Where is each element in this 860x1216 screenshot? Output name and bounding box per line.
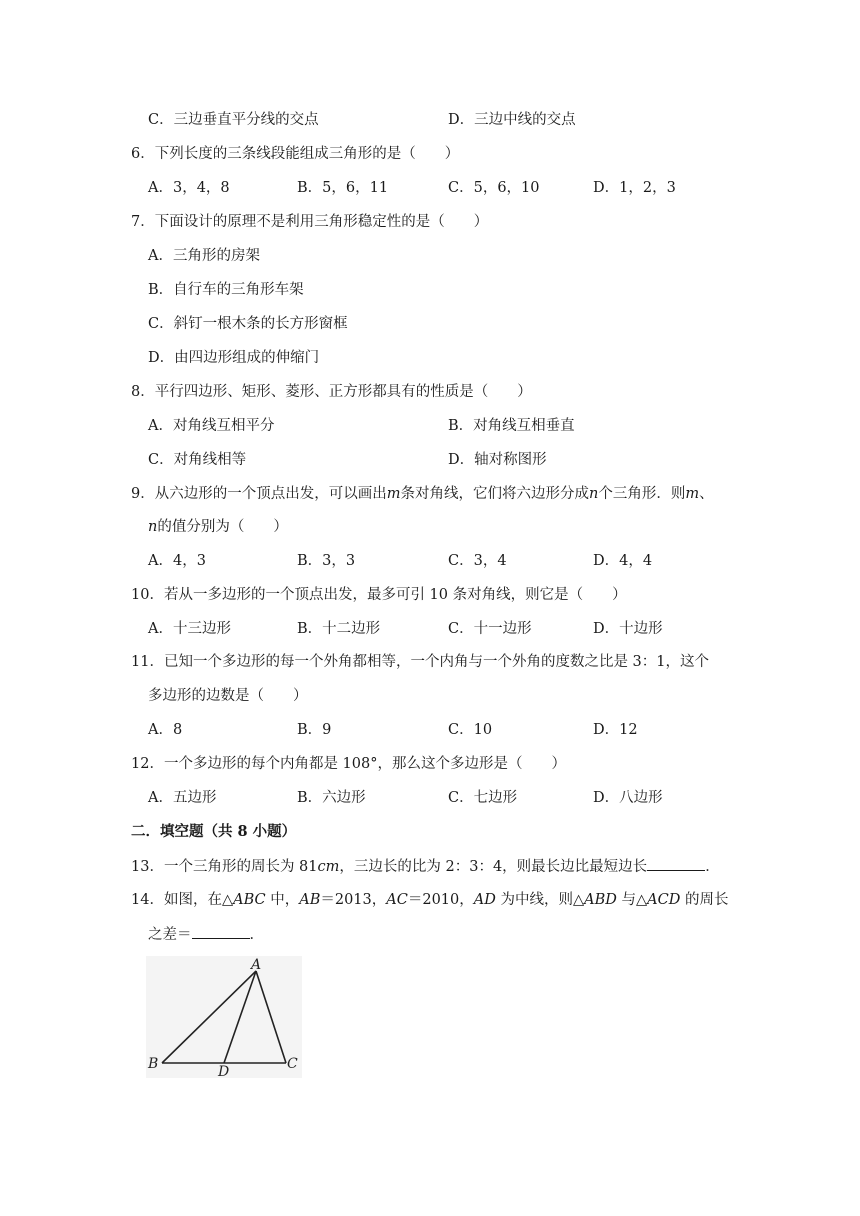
q8-option-d: D．轴对称图形 (448, 452, 547, 468)
q12-stem: 12．一个多边形的每个内角都是 108°，那么这个多边形是（ ） (131, 756, 566, 772)
q7-stem: 7．下面设计的原理不是利用三角形稳定性的是（ ） (131, 214, 489, 230)
answer-blank[interactable] (647, 856, 705, 871)
q8-option-a: A．对角线互相平分 (148, 418, 275, 434)
q11-option-c: C．10 (448, 722, 493, 738)
q6-option-b: B．5，6，11 (297, 180, 389, 196)
q10-option-c: C．十一边形 (448, 621, 532, 637)
point-d-label: D (218, 1064, 230, 1078)
q14-stem-line2: 之差＝ ． (148, 924, 264, 945)
q10-option-a: A．十三边形 (148, 621, 231, 637)
q6-stem: 6．下列长度的三条线段能组成三角形的是（ ） (131, 146, 460, 162)
q7-option-d: D．由四边形组成的伸缩门 (148, 350, 320, 366)
vertex-b-label: B (148, 1056, 159, 1072)
q11-option-a: A．8 (148, 722, 183, 738)
q12-option-d: D．八边形 (593, 790, 663, 806)
q6-option-a: A．3，4，8 (148, 180, 230, 196)
q7-option-a: A．三角形的房架 (148, 248, 260, 264)
q11-option-d: D．12 (593, 722, 638, 738)
vertex-a-label: A (251, 957, 262, 973)
q7-option-c: C．斜钉一根木条的长方形窗框 (148, 316, 348, 332)
q7-option-b: B．自行车的三角形车架 (148, 282, 304, 298)
q14-stem-line1: 14．如图，在△ABC 中，AB＝2013，AC＝2010，AD 为中线，则△ABD 与△ACD 的周长 (131, 892, 729, 908)
q8-option-b: B．对角线互相垂直 (448, 418, 575, 434)
q5-option-d: D．三边中线的交点 (448, 112, 576, 128)
q10-option-d: D．十边形 (593, 621, 663, 637)
q9-option-c: C．3，4 (448, 553, 507, 569)
q10-option-b: B．十二边形 (297, 621, 381, 637)
q6-option-d: D．1，2，3 (593, 180, 676, 196)
q9-option-d: D．4，4 (593, 553, 653, 569)
q9-stem-line2: n的值分别为（ ） (148, 519, 288, 535)
q12-option-a: A．五边形 (148, 790, 217, 806)
q8-stem: 8．平行四边形、矩形、菱形、正方形都具有的性质是（ ） (131, 384, 532, 400)
q8-option-c: C．对角线相等 (148, 452, 247, 468)
q12-option-c: C．七边形 (448, 790, 518, 806)
q11-stem-line1: 11．已知一个多边形的每一个外角都相等，一个内角与一个外角的度数之比是 3：1，这个 (131, 654, 710, 670)
q12-option-b: B．六边形 (297, 790, 366, 806)
section-title: 二．填空题（共 8 小题） (131, 823, 297, 840)
q9-stem-line1: 9．从六边形的一个顶点出发，可以画出m条对角线，它们将六边形分成n个三角形．则m、 (131, 486, 714, 502)
vertex-c-label: C (287, 1056, 298, 1072)
figure-background (146, 956, 302, 1078)
q11-option-b: B．9 (297, 722, 332, 738)
q10-stem: 10．若从一多边形的一个顶点出发，最多可引 10 条对角线，则它是（ ） (131, 587, 627, 603)
q11-stem-line2: 多边形的边数是（ ） (148, 688, 308, 704)
answer-blank[interactable] (192, 924, 250, 939)
triangle-figure (146, 956, 302, 1078)
q6-option-c: C．5，6，10 (448, 180, 540, 196)
q9-option-a: A．4，3 (148, 553, 206, 569)
q9-option-b: B．3，3 (297, 553, 356, 569)
q13-stem: 13．一个三角形的周长为 81cm，三边长的比为 2：3：4，则最长边比最短边长 ． (131, 856, 720, 877)
q5-option-c: C．三边垂直平分线的交点 (148, 112, 319, 128)
